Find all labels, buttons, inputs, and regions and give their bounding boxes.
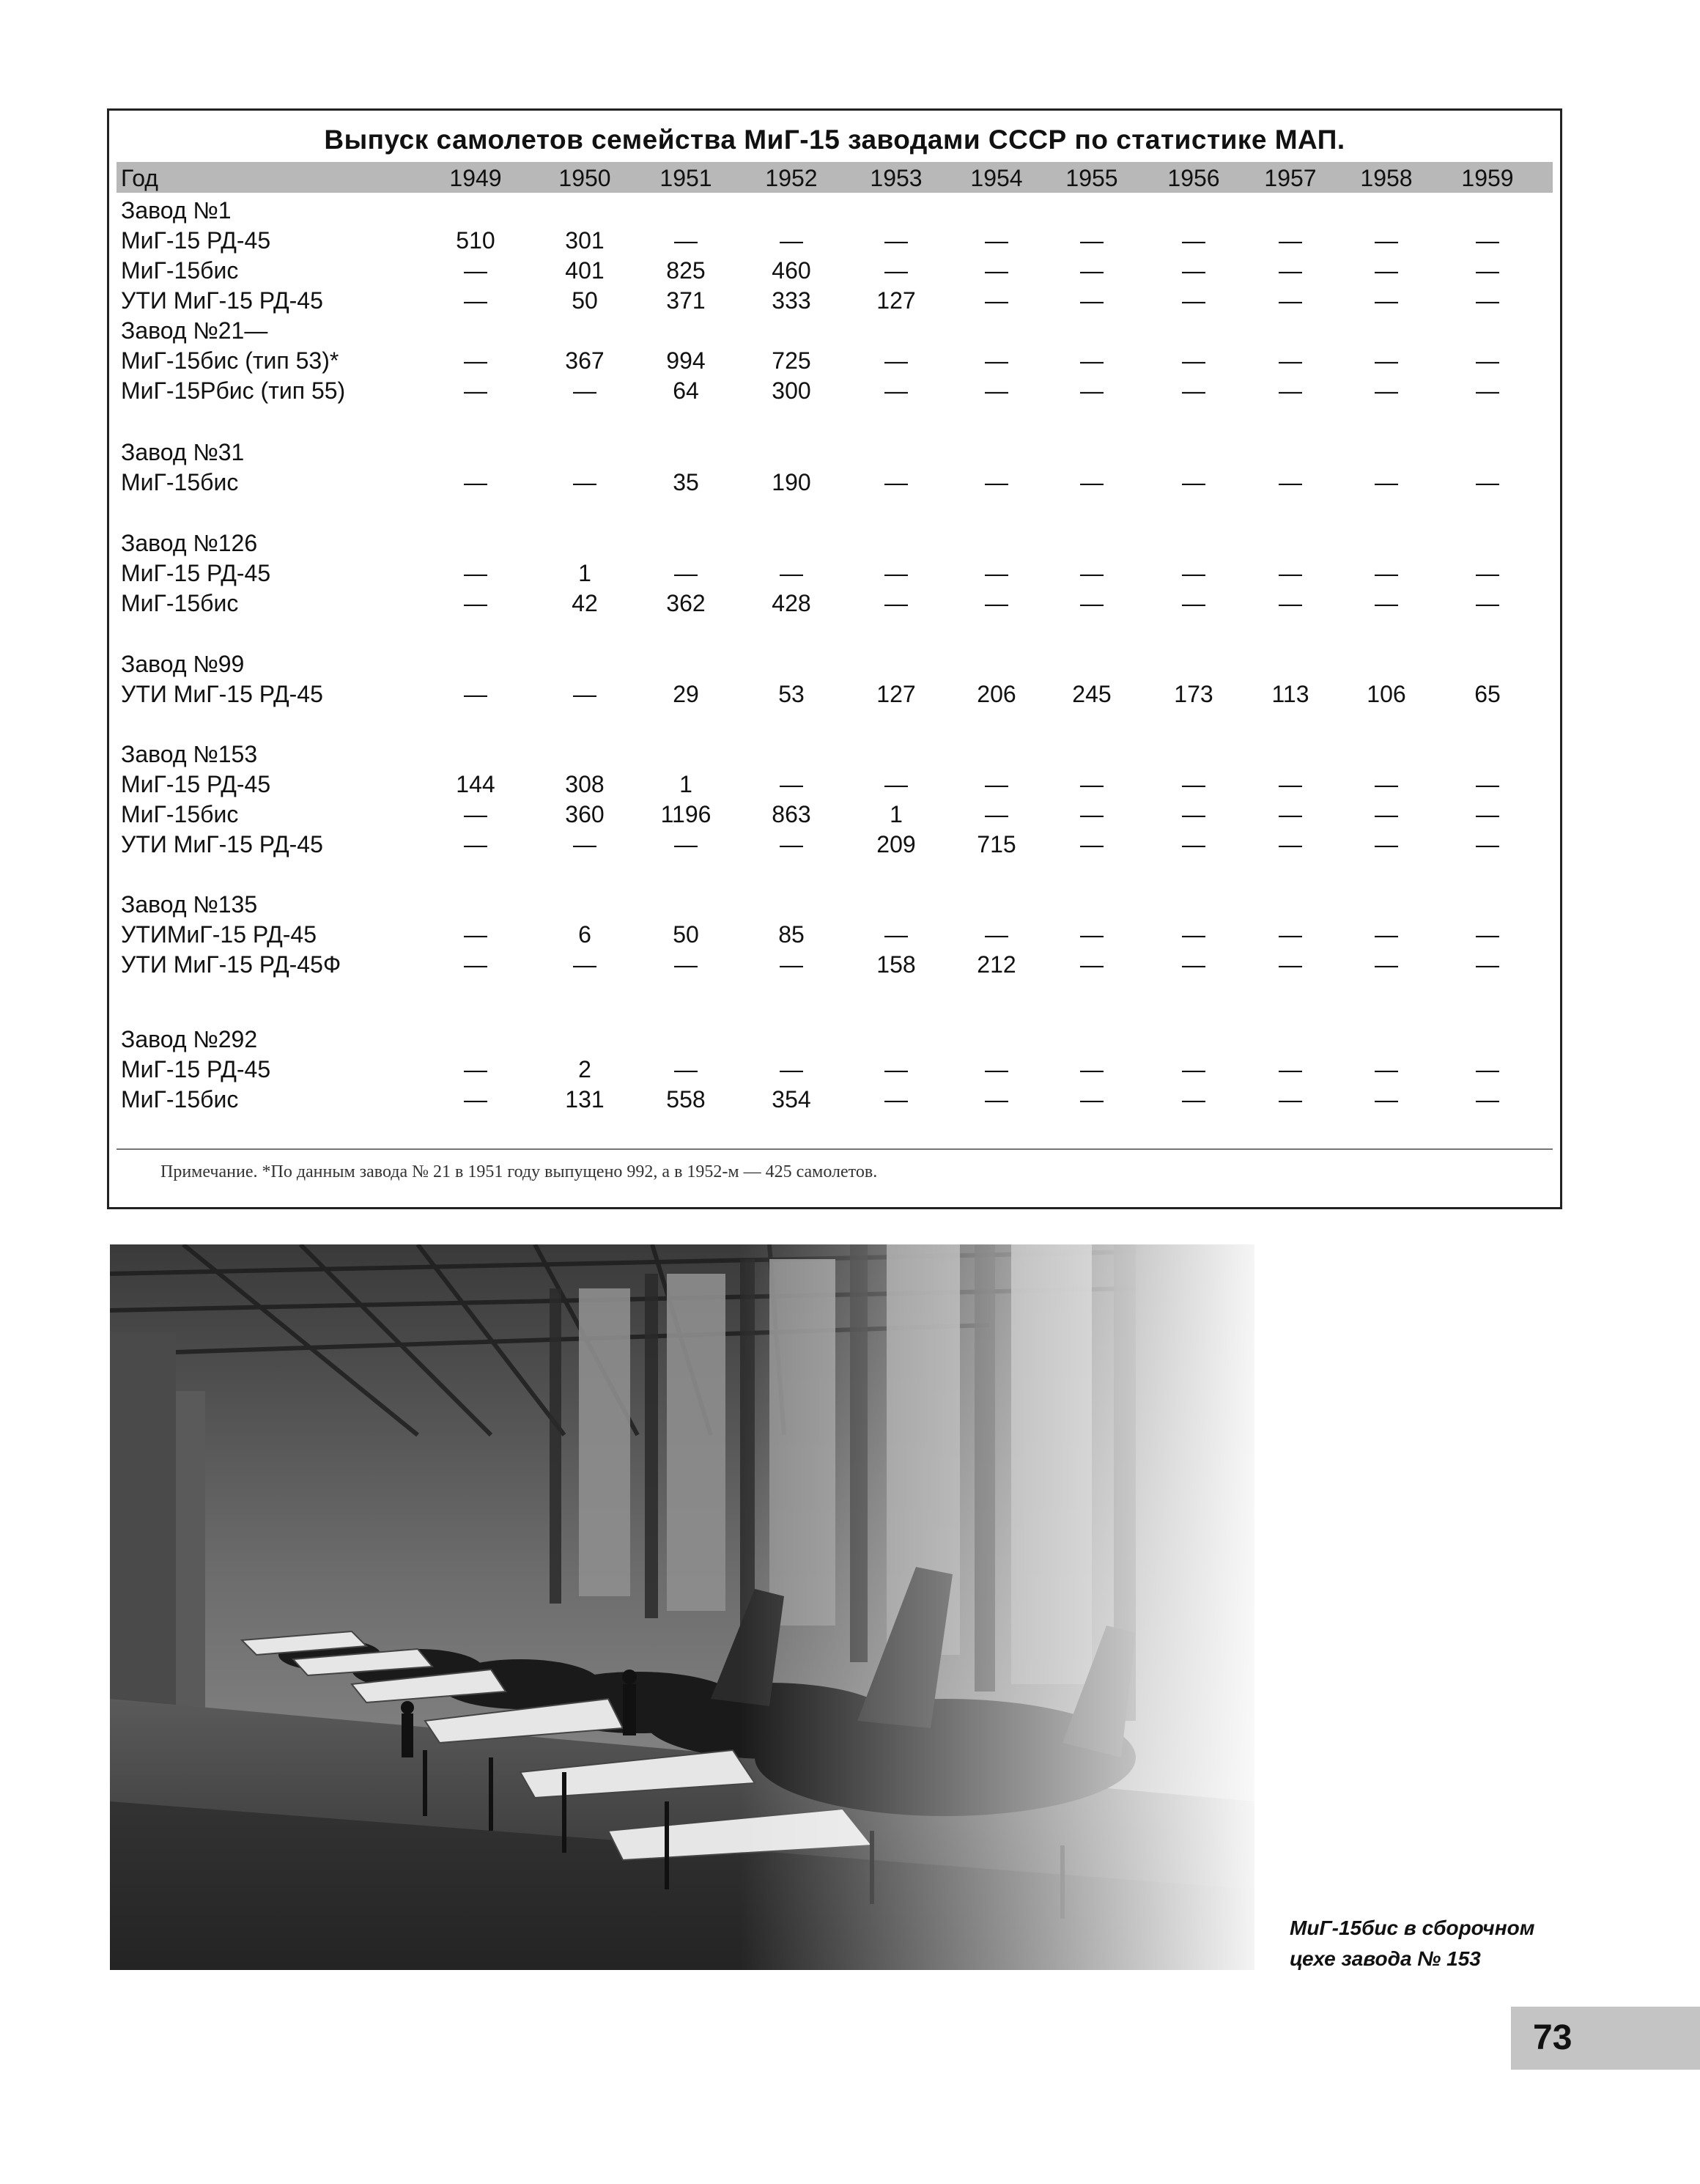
year-header-cell: 1949 <box>449 165 502 191</box>
production-count: — <box>1182 377 1205 404</box>
production-count: — <box>985 377 1008 404</box>
production-count: 354 <box>772 1086 811 1113</box>
production-count: — <box>1375 951 1398 978</box>
production-count: — <box>1279 831 1302 857</box>
table-row <box>109 286 1560 316</box>
factory-name: Завод №99 <box>121 651 245 677</box>
production-count: — <box>1375 257 1398 284</box>
production-count: 64 <box>673 377 699 404</box>
production-count: 863 <box>772 801 811 827</box>
factory-name: Завод №31 <box>121 439 245 465</box>
production-count: 994 <box>666 347 706 374</box>
production-count: — <box>1375 831 1398 857</box>
production-count: 85 <box>778 921 805 948</box>
production-count: 1 <box>578 560 591 586</box>
production-count: — <box>1182 227 1205 254</box>
production-count: 401 <box>565 257 605 284</box>
production-count: 1196 <box>660 801 712 827</box>
production-count: — <box>985 227 1008 254</box>
table-row <box>109 920 1560 950</box>
table-row <box>109 1055 1560 1085</box>
production-count: — <box>1375 287 1398 314</box>
production-count: 460 <box>772 257 811 284</box>
production-count: — <box>884 227 908 254</box>
production-count: — <box>985 257 1008 284</box>
production-count: — <box>1476 921 1499 948</box>
aircraft-type: МиГ-15Рбис (тип 55) <box>121 377 346 404</box>
production-count: 300 <box>772 377 811 404</box>
year-header-cell: 1953 <box>870 165 923 191</box>
production-count: 50 <box>673 921 699 948</box>
production-count: — <box>674 951 698 978</box>
production-count: — <box>1375 347 1398 374</box>
production-count: — <box>1182 590 1205 616</box>
production-count: — <box>1279 257 1302 284</box>
production-count: 42 <box>572 590 598 616</box>
production-count: — <box>1080 590 1104 616</box>
factory-name: Завод №153 <box>121 741 258 767</box>
production-count: — <box>1182 469 1205 495</box>
production-count: — <box>1080 560 1104 586</box>
production-count: — <box>464 681 487 707</box>
production-count: — <box>1279 227 1302 254</box>
production-table <box>107 108 1562 1209</box>
year-header-cell: 1959 <box>1461 165 1514 191</box>
factory-name-row <box>109 196 1560 226</box>
production-count: — <box>780 1056 803 1082</box>
production-count: — <box>1375 560 1398 586</box>
production-count: — <box>985 469 1008 495</box>
aircraft-type: МиГ-15бис <box>121 590 239 616</box>
production-count: 106 <box>1367 681 1406 707</box>
production-count: 245 <box>1072 681 1112 707</box>
production-count: — <box>985 1086 1008 1113</box>
aircraft-type: МиГ-15бис <box>121 257 239 284</box>
production-count: — <box>573 469 596 495</box>
production-count: — <box>1080 1086 1104 1113</box>
production-count: — <box>780 227 803 254</box>
production-count: — <box>464 951 487 978</box>
aircraft-type: МиГ-15бис (тип 53)* <box>121 347 339 374</box>
year-header-cell: 1957 <box>1264 165 1317 191</box>
production-count: 29 <box>673 681 699 707</box>
year-header-label: Год <box>121 165 158 191</box>
production-count: 212 <box>977 951 1016 978</box>
production-count: — <box>1375 590 1398 616</box>
production-count: 725 <box>772 347 811 374</box>
production-count: — <box>1375 469 1398 495</box>
production-count: — <box>1080 951 1104 978</box>
production-count: 144 <box>456 771 495 797</box>
production-count: — <box>464 1086 487 1113</box>
production-count: — <box>1375 377 1398 404</box>
production-count: — <box>464 257 487 284</box>
year-header-cell: 1952 <box>765 165 818 191</box>
production-count: — <box>1080 377 1104 404</box>
production-count: — <box>1375 1086 1398 1113</box>
aircraft-type: УТИ МиГ-15 РД-45 <box>121 681 323 707</box>
production-count: — <box>1375 801 1398 827</box>
production-count: — <box>1279 771 1302 797</box>
production-count: — <box>985 590 1008 616</box>
table-row <box>109 256 1560 286</box>
production-count: — <box>1476 257 1499 284</box>
production-count: — <box>985 560 1008 586</box>
production-count: — <box>1476 347 1499 374</box>
factory-name: Завод №292 <box>121 1026 258 1052</box>
production-count: — <box>1182 951 1205 978</box>
table-title: Выпуск самолетов семейства МиГ-15 заводами СССР по статистике МАП. <box>324 125 1345 155</box>
year-header-row <box>117 162 1553 193</box>
production-count: — <box>1476 590 1499 616</box>
production-count: — <box>884 560 908 586</box>
table-row <box>109 950 1560 980</box>
production-count: — <box>1182 771 1205 797</box>
production-count: — <box>464 287 487 314</box>
aircraft-type: УТИ МиГ-15 РД-45Ф <box>121 951 341 978</box>
factory-name-row <box>109 649 1560 679</box>
production-count: — <box>674 1056 698 1082</box>
year-header-cell: 1956 <box>1167 165 1220 191</box>
production-count: — <box>464 831 487 857</box>
production-count: 428 <box>772 590 811 616</box>
table-row <box>109 558 1560 589</box>
production-count: — <box>674 831 698 857</box>
factory-name-row <box>109 1025 1560 1055</box>
factory-name-row <box>109 739 1560 770</box>
production-count: 510 <box>456 227 495 254</box>
production-count: 1 <box>890 801 903 827</box>
production-count: — <box>985 771 1008 797</box>
factory-photo-image <box>110 1244 1254 1970</box>
aircraft-type: МиГ-15 РД-45 <box>121 1056 271 1082</box>
production-count: — <box>985 801 1008 827</box>
production-count: — <box>1182 1056 1205 1082</box>
production-count: — <box>674 227 698 254</box>
assembly-shop-photo <box>110 1244 1254 1970</box>
production-count: — <box>1080 469 1104 495</box>
production-count: — <box>1279 951 1302 978</box>
production-count: — <box>1182 1086 1205 1113</box>
production-count: — <box>464 377 487 404</box>
production-count: 131 <box>565 1086 605 1113</box>
production-count: 367 <box>565 347 605 374</box>
aircraft-type: УТИ МиГ-15 РД-45 <box>121 287 323 314</box>
production-count: 50 <box>572 287 598 314</box>
caption-line-2: цехе завода № 153 <box>1290 1947 1481 1970</box>
factory-name: Завод №135 <box>121 891 258 918</box>
production-count: 360 <box>565 801 605 827</box>
production-count: — <box>464 560 487 586</box>
production-count: 65 <box>1474 681 1501 707</box>
production-count: — <box>884 257 908 284</box>
year-header-cell: 1950 <box>558 165 611 191</box>
table-footnote: Примечание. *По данным завода № 21 в 1951 году выпущено 992, а в 1952-м — 425 самолетов. <box>160 1162 878 1181</box>
aircraft-type: МиГ-15бис <box>121 469 239 495</box>
production-count: — <box>884 1056 908 1082</box>
table-row <box>109 830 1560 860</box>
aircraft-type: МиГ-15бис <box>121 801 239 827</box>
table-row <box>109 376 1560 406</box>
production-count: — <box>573 951 596 978</box>
production-count: 825 <box>666 257 706 284</box>
production-count: 35 <box>673 469 699 495</box>
production-count: — <box>1476 831 1499 857</box>
table-row <box>109 679 1560 709</box>
production-count: — <box>884 590 908 616</box>
aircraft-type: УТИ МиГ-15 РД-45 <box>121 831 323 857</box>
production-count: 127 <box>876 681 916 707</box>
production-count: 6 <box>578 921 591 948</box>
aircraft-type: МиГ-15 РД-45 <box>121 227 271 254</box>
production-count: 53 <box>778 681 805 707</box>
production-count: — <box>1182 921 1205 948</box>
page-number: 73 <box>1533 2018 1572 2057</box>
production-count: — <box>884 771 908 797</box>
production-count: 362 <box>666 590 706 616</box>
production-count: 301 <box>565 227 605 254</box>
production-count: — <box>674 560 698 586</box>
production-count: — <box>1279 377 1302 404</box>
production-count: — <box>464 590 487 616</box>
production-count: — <box>1476 801 1499 827</box>
production-count: — <box>1279 1086 1302 1113</box>
factory-name: Завод №126 <box>121 530 258 556</box>
production-count: 308 <box>565 771 605 797</box>
production-count: — <box>1080 287 1104 314</box>
production-count: — <box>985 287 1008 314</box>
production-count: 1 <box>679 771 692 797</box>
production-count: 371 <box>666 287 706 314</box>
table-row <box>109 800 1560 830</box>
production-count: — <box>1080 831 1104 857</box>
production-count: — <box>1182 287 1205 314</box>
production-count: — <box>1279 801 1302 827</box>
production-count: 209 <box>876 831 916 857</box>
production-count: 715 <box>977 831 1016 857</box>
page-number-box <box>1511 2007 1700 2070</box>
production-count: — <box>1182 831 1205 857</box>
production-count: — <box>573 831 596 857</box>
production-count: — <box>1476 227 1499 254</box>
production-count: — <box>1182 347 1205 374</box>
production-count: — <box>1182 257 1205 284</box>
production-count: — <box>1080 347 1104 374</box>
production-count: — <box>985 1056 1008 1082</box>
production-count: 173 <box>1174 681 1213 707</box>
production-count: — <box>464 921 487 948</box>
production-count: — <box>1279 560 1302 586</box>
production-count: — <box>1080 771 1104 797</box>
production-count: — <box>1182 560 1205 586</box>
production-count: — <box>1182 801 1205 827</box>
production-count: — <box>1476 377 1499 404</box>
table-row <box>109 1085 1560 1115</box>
production-count: 2 <box>578 1056 591 1082</box>
production-count: — <box>1279 921 1302 948</box>
production-count: — <box>884 1086 908 1113</box>
production-count: — <box>1375 227 1398 254</box>
aircraft-type: МиГ-15 РД-45 <box>121 771 271 797</box>
production-count: — <box>573 377 596 404</box>
table-row <box>109 770 1560 800</box>
year-header-cell: 1954 <box>970 165 1023 191</box>
production-count: — <box>1476 469 1499 495</box>
factory-name-row <box>109 316 1560 346</box>
production-count: — <box>464 347 487 374</box>
production-count: 113 <box>1271 681 1309 707</box>
table-row <box>109 468 1560 498</box>
aircraft-type: МиГ-15бис <box>121 1086 239 1113</box>
caption-line-1: МиГ-15бис в сборочном <box>1290 1916 1535 1939</box>
footnote-divider <box>117 1148 1553 1150</box>
production-count: — <box>464 469 487 495</box>
production-count: — <box>884 469 908 495</box>
production-count: — <box>780 560 803 586</box>
year-header-cell: 1958 <box>1360 165 1413 191</box>
production-count: — <box>1080 1056 1104 1082</box>
production-count: — <box>780 831 803 857</box>
production-count: 206 <box>977 681 1016 707</box>
production-count: — <box>1476 771 1499 797</box>
production-count: — <box>1476 560 1499 586</box>
production-count: — <box>464 801 487 827</box>
production-count: — <box>1080 257 1104 284</box>
factory-name: Завод №21— <box>121 317 268 344</box>
production-count: — <box>884 347 908 374</box>
year-header-cell: 1951 <box>659 165 712 191</box>
production-count: — <box>1279 1056 1302 1082</box>
production-count: — <box>1279 590 1302 616</box>
production-count: — <box>1279 347 1302 374</box>
production-count: 158 <box>876 951 916 978</box>
production-count: — <box>1279 287 1302 314</box>
production-count: — <box>985 347 1008 374</box>
production-count: — <box>1375 921 1398 948</box>
production-count: 558 <box>666 1086 706 1113</box>
factory-name: Завод №1 <box>121 197 232 224</box>
production-count: — <box>1279 469 1302 495</box>
aircraft-type: УТИМиГ-15 РД-45 <box>121 921 317 948</box>
table-row <box>109 589 1560 619</box>
production-count: — <box>1375 1056 1398 1082</box>
production-count: 127 <box>876 287 916 314</box>
production-count: — <box>1476 1056 1499 1082</box>
production-count: — <box>1476 1086 1499 1113</box>
production-count: 190 <box>772 469 811 495</box>
production-count: — <box>780 771 803 797</box>
production-count: — <box>985 921 1008 948</box>
production-count: — <box>1080 227 1104 254</box>
production-count: — <box>1375 771 1398 797</box>
production-count: — <box>884 921 908 948</box>
production-count: — <box>884 377 908 404</box>
factory-name-row <box>109 528 1560 558</box>
table-row <box>109 346 1560 376</box>
photo-caption <box>1290 1913 1597 1974</box>
production-count: — <box>573 681 596 707</box>
production-count: — <box>1476 951 1499 978</box>
production-count: — <box>1080 801 1104 827</box>
production-count: — <box>464 1056 487 1082</box>
production-count: — <box>780 951 803 978</box>
factory-name-row <box>109 438 1560 468</box>
year-header-cell: 1955 <box>1065 165 1118 191</box>
factory-name-row <box>109 890 1560 920</box>
production-count: — <box>1476 287 1499 314</box>
aircraft-type: МиГ-15 РД-45 <box>121 560 271 586</box>
production-count: — <box>1080 921 1104 948</box>
table-row <box>109 226 1560 256</box>
production-count: 333 <box>772 287 811 314</box>
